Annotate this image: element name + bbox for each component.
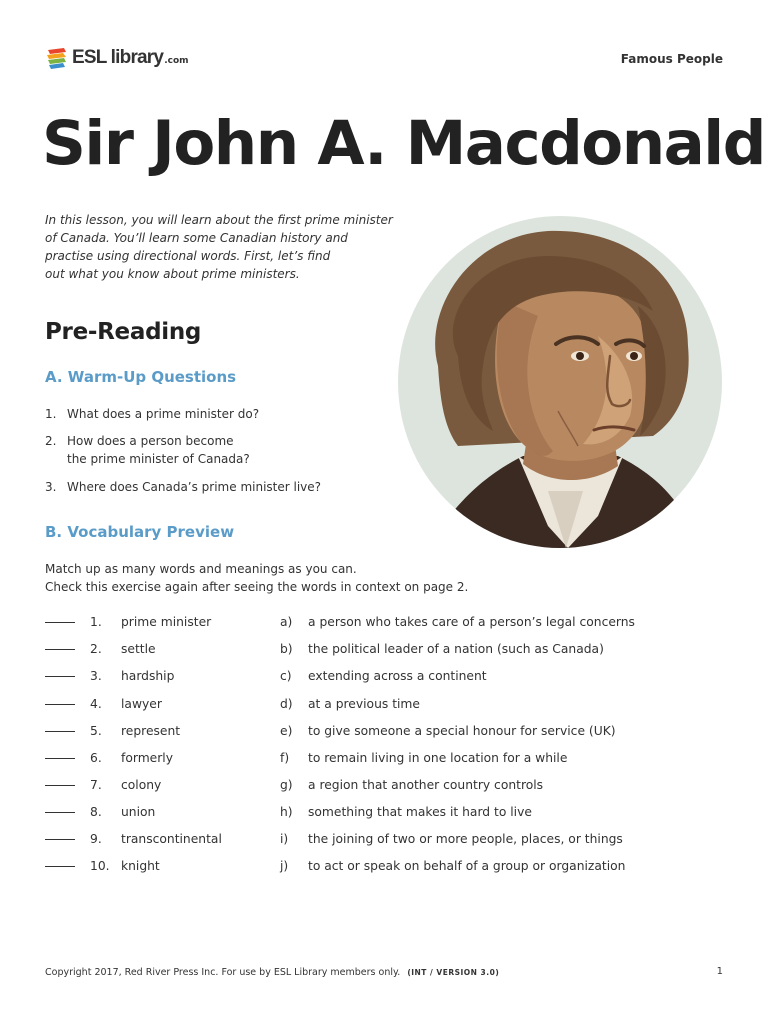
portrait-illustration — [398, 216, 722, 548]
definition-text: to give someone a special honour for service (UK) — [308, 724, 616, 738]
word-number: 9. — [90, 832, 102, 846]
answer-blank[interactable] — [45, 731, 75, 732]
vocab-word: lawyer — [121, 697, 162, 711]
vocabulary-row — [45, 857, 685, 875]
definition-text: at a previous time — [308, 697, 420, 711]
intro-line: In this lesson, you will learn about the first prime minister — [45, 213, 393, 227]
vocabulary-row — [45, 803, 685, 821]
definition-letter: g) — [280, 778, 293, 792]
word-number: 4. — [90, 697, 102, 711]
definition-text: a person who takes care of a person’s legal concerns — [308, 615, 635, 629]
logo-text: ESL library — [72, 47, 164, 68]
version-label: (INT / VERSION 3.0) — [407, 968, 500, 977]
question-number: 2. — [45, 434, 57, 448]
intro-line: of Canada. You’ll learn some Canadian history and — [45, 231, 348, 245]
vocab-word: settle — [121, 642, 156, 656]
definition-text: something that makes it hard to live — [308, 805, 532, 819]
word-number: 1. — [90, 615, 102, 629]
answer-blank[interactable] — [45, 622, 75, 623]
definition-letter: a) — [280, 615, 293, 629]
answer-blank[interactable] — [45, 839, 75, 840]
definition-text: the joining of two or more people, places, or things — [308, 832, 623, 846]
word-number: 6. — [90, 751, 102, 765]
definition-text: the political leader of a nation (such as Canada) — [308, 642, 604, 656]
definition-letter: j) — [280, 859, 289, 873]
answer-blank[interactable] — [45, 812, 75, 813]
word-number: 7. — [90, 778, 102, 792]
footer-copyright — [45, 967, 499, 978]
vocab-word: formerly — [121, 751, 173, 765]
vocabulary-row — [45, 749, 685, 767]
warm-up-heading: A. Warm-Up Questions — [45, 368, 237, 386]
word-number: 10. — [90, 859, 110, 873]
question-text: the prime minister of Canada? — [67, 452, 250, 466]
question-text: What does a prime minister do? — [67, 407, 260, 421]
question-item — [45, 405, 259, 423]
vocabulary-row — [45, 667, 685, 685]
vocab-word: union — [121, 805, 156, 819]
answer-blank[interactable] — [45, 758, 75, 759]
logo-suffix: .com — [164, 56, 189, 66]
vocabulary-row — [45, 722, 685, 740]
definition-text: a region that another country controls — [308, 778, 544, 792]
vocab-word: prime minister — [121, 615, 212, 629]
question-number: 1. — [45, 407, 57, 421]
definition-letter: f) — [280, 751, 290, 765]
intro-line: out what you know about prime ministers. — [45, 267, 300, 281]
definition-letter: h) — [280, 805, 293, 819]
definition-letter: i) — [280, 832, 289, 846]
page-number: 1 — [716, 966, 723, 977]
intro-paragraph — [45, 211, 393, 283]
question-item — [45, 432, 250, 468]
word-number: 5. — [90, 724, 102, 738]
answer-blank[interactable] — [45, 676, 75, 677]
copyright-text: Copyright 2017, Red River Press Inc. For use by ESL Library members only. — [45, 967, 401, 978]
intro-line: practise using directional words. First, let’s find — [45, 249, 331, 263]
vocab-word: hardship — [121, 669, 175, 683]
answer-blank[interactable] — [45, 649, 75, 650]
definition-text: to act or speak on behalf of a group or organization — [308, 859, 626, 873]
definition-letter: c) — [280, 669, 292, 683]
pre-reading-heading: Pre-Reading — [45, 319, 202, 345]
definition-letter: d) — [280, 697, 293, 711]
definition-letter: e) — [280, 724, 293, 738]
vocabulary-row — [45, 830, 685, 848]
vocab-word: transcontinental — [121, 832, 222, 846]
question-number: 3. — [45, 480, 57, 494]
vocab-word: colony — [121, 778, 162, 792]
question-item — [45, 478, 321, 496]
esl-library-logo — [46, 45, 189, 71]
vocabulary-row — [45, 776, 685, 794]
vocab-word: represent — [121, 724, 181, 738]
definition-text: to remain living in one location for a while — [308, 751, 568, 765]
word-number: 8. — [90, 805, 102, 819]
answer-blank[interactable] — [45, 866, 75, 867]
vocabulary-heading: B. Vocabulary Preview — [45, 523, 235, 541]
word-number: 3. — [90, 669, 102, 683]
question-text: How does a person become — [67, 434, 234, 448]
definition-text: extending across a continent — [308, 669, 487, 683]
definition-letter: b) — [280, 642, 293, 656]
answer-blank[interactable] — [45, 785, 75, 786]
vocabulary-row — [45, 613, 685, 631]
instruction-line: Check this exercise again after seeing the words in context on page 2. — [45, 580, 469, 594]
page-title: Sir John A. Macdonald — [42, 108, 765, 179]
category-label: Famous People — [620, 52, 723, 66]
question-text: Where does Canada’s prime minister live? — [67, 480, 322, 494]
vocabulary-instructions — [45, 560, 468, 596]
vocab-word: knight — [121, 859, 160, 873]
answer-blank[interactable] — [45, 704, 75, 705]
book-stack-icon — [46, 46, 68, 70]
word-number: 2. — [90, 642, 102, 656]
instruction-line: Match up as many words and meanings as you can. — [45, 562, 357, 576]
vocabulary-row — [45, 695, 685, 713]
vocabulary-row — [45, 640, 685, 658]
